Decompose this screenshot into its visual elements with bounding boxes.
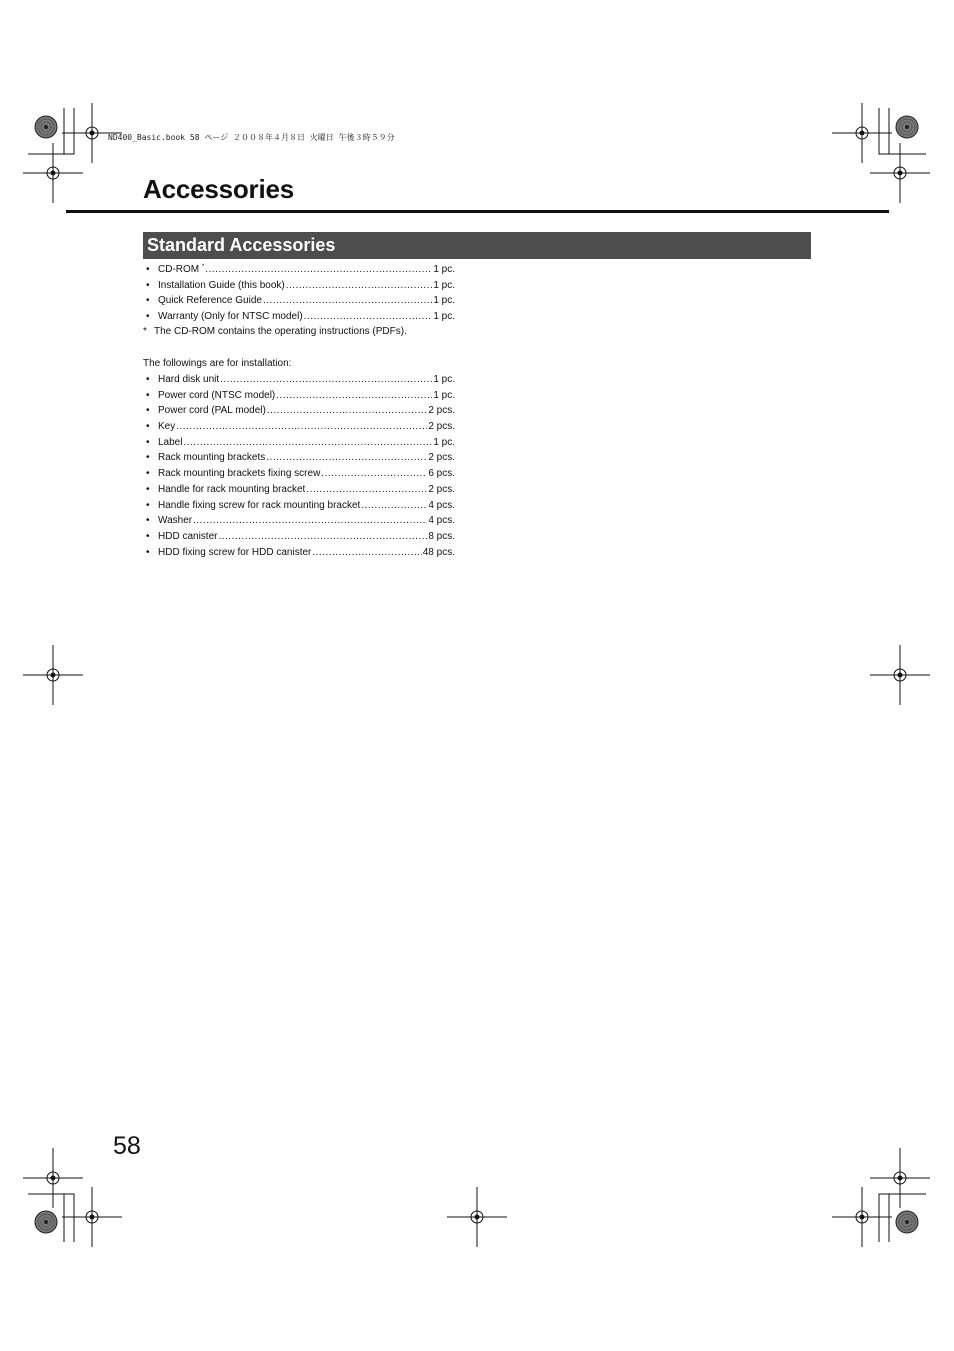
bullet: •	[146, 405, 150, 417]
item-quantity: 1 pc.	[433, 389, 455, 401]
item-name: HDD canister	[158, 530, 218, 542]
bullet: •	[146, 436, 150, 448]
title-rule	[66, 210, 889, 213]
section-heading-text: Standard Accessories	[147, 235, 336, 255]
print-header: ND400_Basic.book 58 ページ ２００８年４月８日 火曜日 午後３時５９分	[108, 133, 395, 142]
bullet: •	[146, 374, 150, 385]
item-quantity: 6 pcs.	[428, 468, 455, 480]
item-name: Installation Guide (this book)	[158, 279, 285, 291]
bullet: •	[146, 295, 150, 307]
item-name: Key	[158, 421, 176, 433]
list-item	[143, 450, 455, 466]
bullet: •	[146, 530, 150, 542]
list-item	[143, 372, 455, 388]
list-item	[143, 466, 455, 482]
dot-leader	[220, 372, 432, 388]
list-item	[143, 388, 455, 404]
item-quantity: 1 pc.	[433, 436, 455, 448]
registration-mark-bottom-right-b	[832, 1187, 892, 1247]
bullet: •	[146, 468, 150, 480]
list-item	[143, 293, 455, 309]
item-name: Rack mounting brackets fixing screw	[158, 468, 321, 480]
dot-leader	[306, 482, 427, 498]
item-quantity: 4 pcs.	[428, 499, 455, 511]
standard-accessories-list	[143, 262, 455, 325]
list-item	[143, 498, 455, 514]
list-item	[143, 435, 455, 451]
dot-leader	[176, 419, 427, 435]
dot-leader	[286, 278, 433, 294]
item-quantity: 1 pc.	[433, 374, 455, 385]
footnote-text: The CD-ROM contains the operating instructions (PDFs).	[154, 326, 407, 337]
color-wheel-bottom-right	[896, 1211, 918, 1233]
item-name: Power cord (NTSC model)	[158, 389, 276, 401]
bullet: •	[146, 311, 150, 323]
bullet: •	[146, 279, 150, 291]
list-item	[143, 545, 455, 561]
list-item	[143, 529, 455, 545]
item-quantity: 4 pcs.	[428, 515, 455, 527]
dot-leader	[205, 262, 432, 278]
item-quantity: 2 pcs.	[428, 405, 455, 417]
list-item	[143, 419, 455, 435]
dot-leader	[183, 435, 432, 451]
item-name: Label	[158, 436, 183, 448]
item-name: Hard disk unit	[158, 374, 220, 385]
bullet: •	[146, 515, 150, 527]
footnote-mark: *	[201, 264, 205, 270]
dot-leader	[193, 513, 427, 529]
dot-leader	[361, 498, 427, 514]
item-quantity: 1 pc.	[433, 279, 455, 291]
item-name: Handle for rack mounting bracket	[158, 483, 306, 495]
item-name: Power cord (PAL model)	[158, 405, 266, 417]
item-quantity: 1 pc.	[433, 295, 455, 307]
bullet: •	[146, 389, 150, 401]
bullet: •	[146, 546, 150, 558]
dot-leader	[267, 403, 427, 419]
page-title: Accessories	[143, 174, 295, 204]
registration-mark-middle-right	[870, 645, 930, 705]
list-item	[143, 482, 455, 498]
item-quantity: 8 pcs.	[428, 530, 455, 542]
dot-leader	[263, 293, 432, 309]
bullet: •	[146, 483, 150, 495]
item-name: HDD fixing screw for HDD canister	[158, 546, 312, 558]
list-item	[143, 278, 455, 294]
item-name: Rack mounting brackets	[158, 452, 266, 464]
bullet: •	[146, 421, 150, 433]
dot-leader	[312, 545, 421, 561]
color-wheel-top-left	[35, 116, 57, 138]
installation-intro: The followings are for installation:	[143, 358, 292, 369]
item-quantity: 2 pcs.	[428, 452, 455, 464]
item-name: Quick Reference Guide	[158, 295, 262, 307]
installation-items-list	[143, 372, 455, 560]
item-quantity: 1 pc.	[433, 311, 455, 323]
item-name: CD-ROM *	[158, 264, 205, 275]
item-quantity: 2 pcs.	[428, 483, 455, 495]
item-name: Washer	[158, 515, 193, 527]
registration-mark-bottom-left-b	[62, 1187, 122, 1247]
dot-leader	[218, 529, 427, 545]
registration-mark-bottom-center	[447, 1187, 507, 1247]
list-item	[143, 513, 455, 529]
section-heading	[143, 232, 811, 259]
color-wheel-bottom-left	[35, 1211, 57, 1233]
color-wheel-top-right	[896, 116, 918, 138]
dot-leader	[304, 309, 433, 325]
dot-leader	[321, 466, 427, 482]
registration-mark-middle-left	[23, 645, 83, 705]
bullet: •	[146, 452, 150, 464]
list-item	[143, 403, 455, 419]
list-item	[143, 262, 455, 278]
bullet: •	[146, 264, 150, 275]
item-quantity: 2 pcs.	[428, 421, 455, 433]
footnote-mark: *	[143, 326, 147, 337]
page-number: 58	[113, 1132, 141, 1160]
bullet: •	[146, 499, 150, 511]
item-quantity: 48 pcs.	[422, 546, 455, 558]
dot-leader	[276, 388, 432, 404]
dot-leader	[266, 450, 427, 466]
item-name: Warranty (Only for NTSC model)	[158, 311, 303, 323]
footnote	[143, 326, 407, 337]
item-quantity: 1 pc.	[433, 264, 455, 275]
item-name: Handle fixing screw for rack mounting bracket	[158, 499, 361, 511]
list-item	[143, 309, 455, 325]
